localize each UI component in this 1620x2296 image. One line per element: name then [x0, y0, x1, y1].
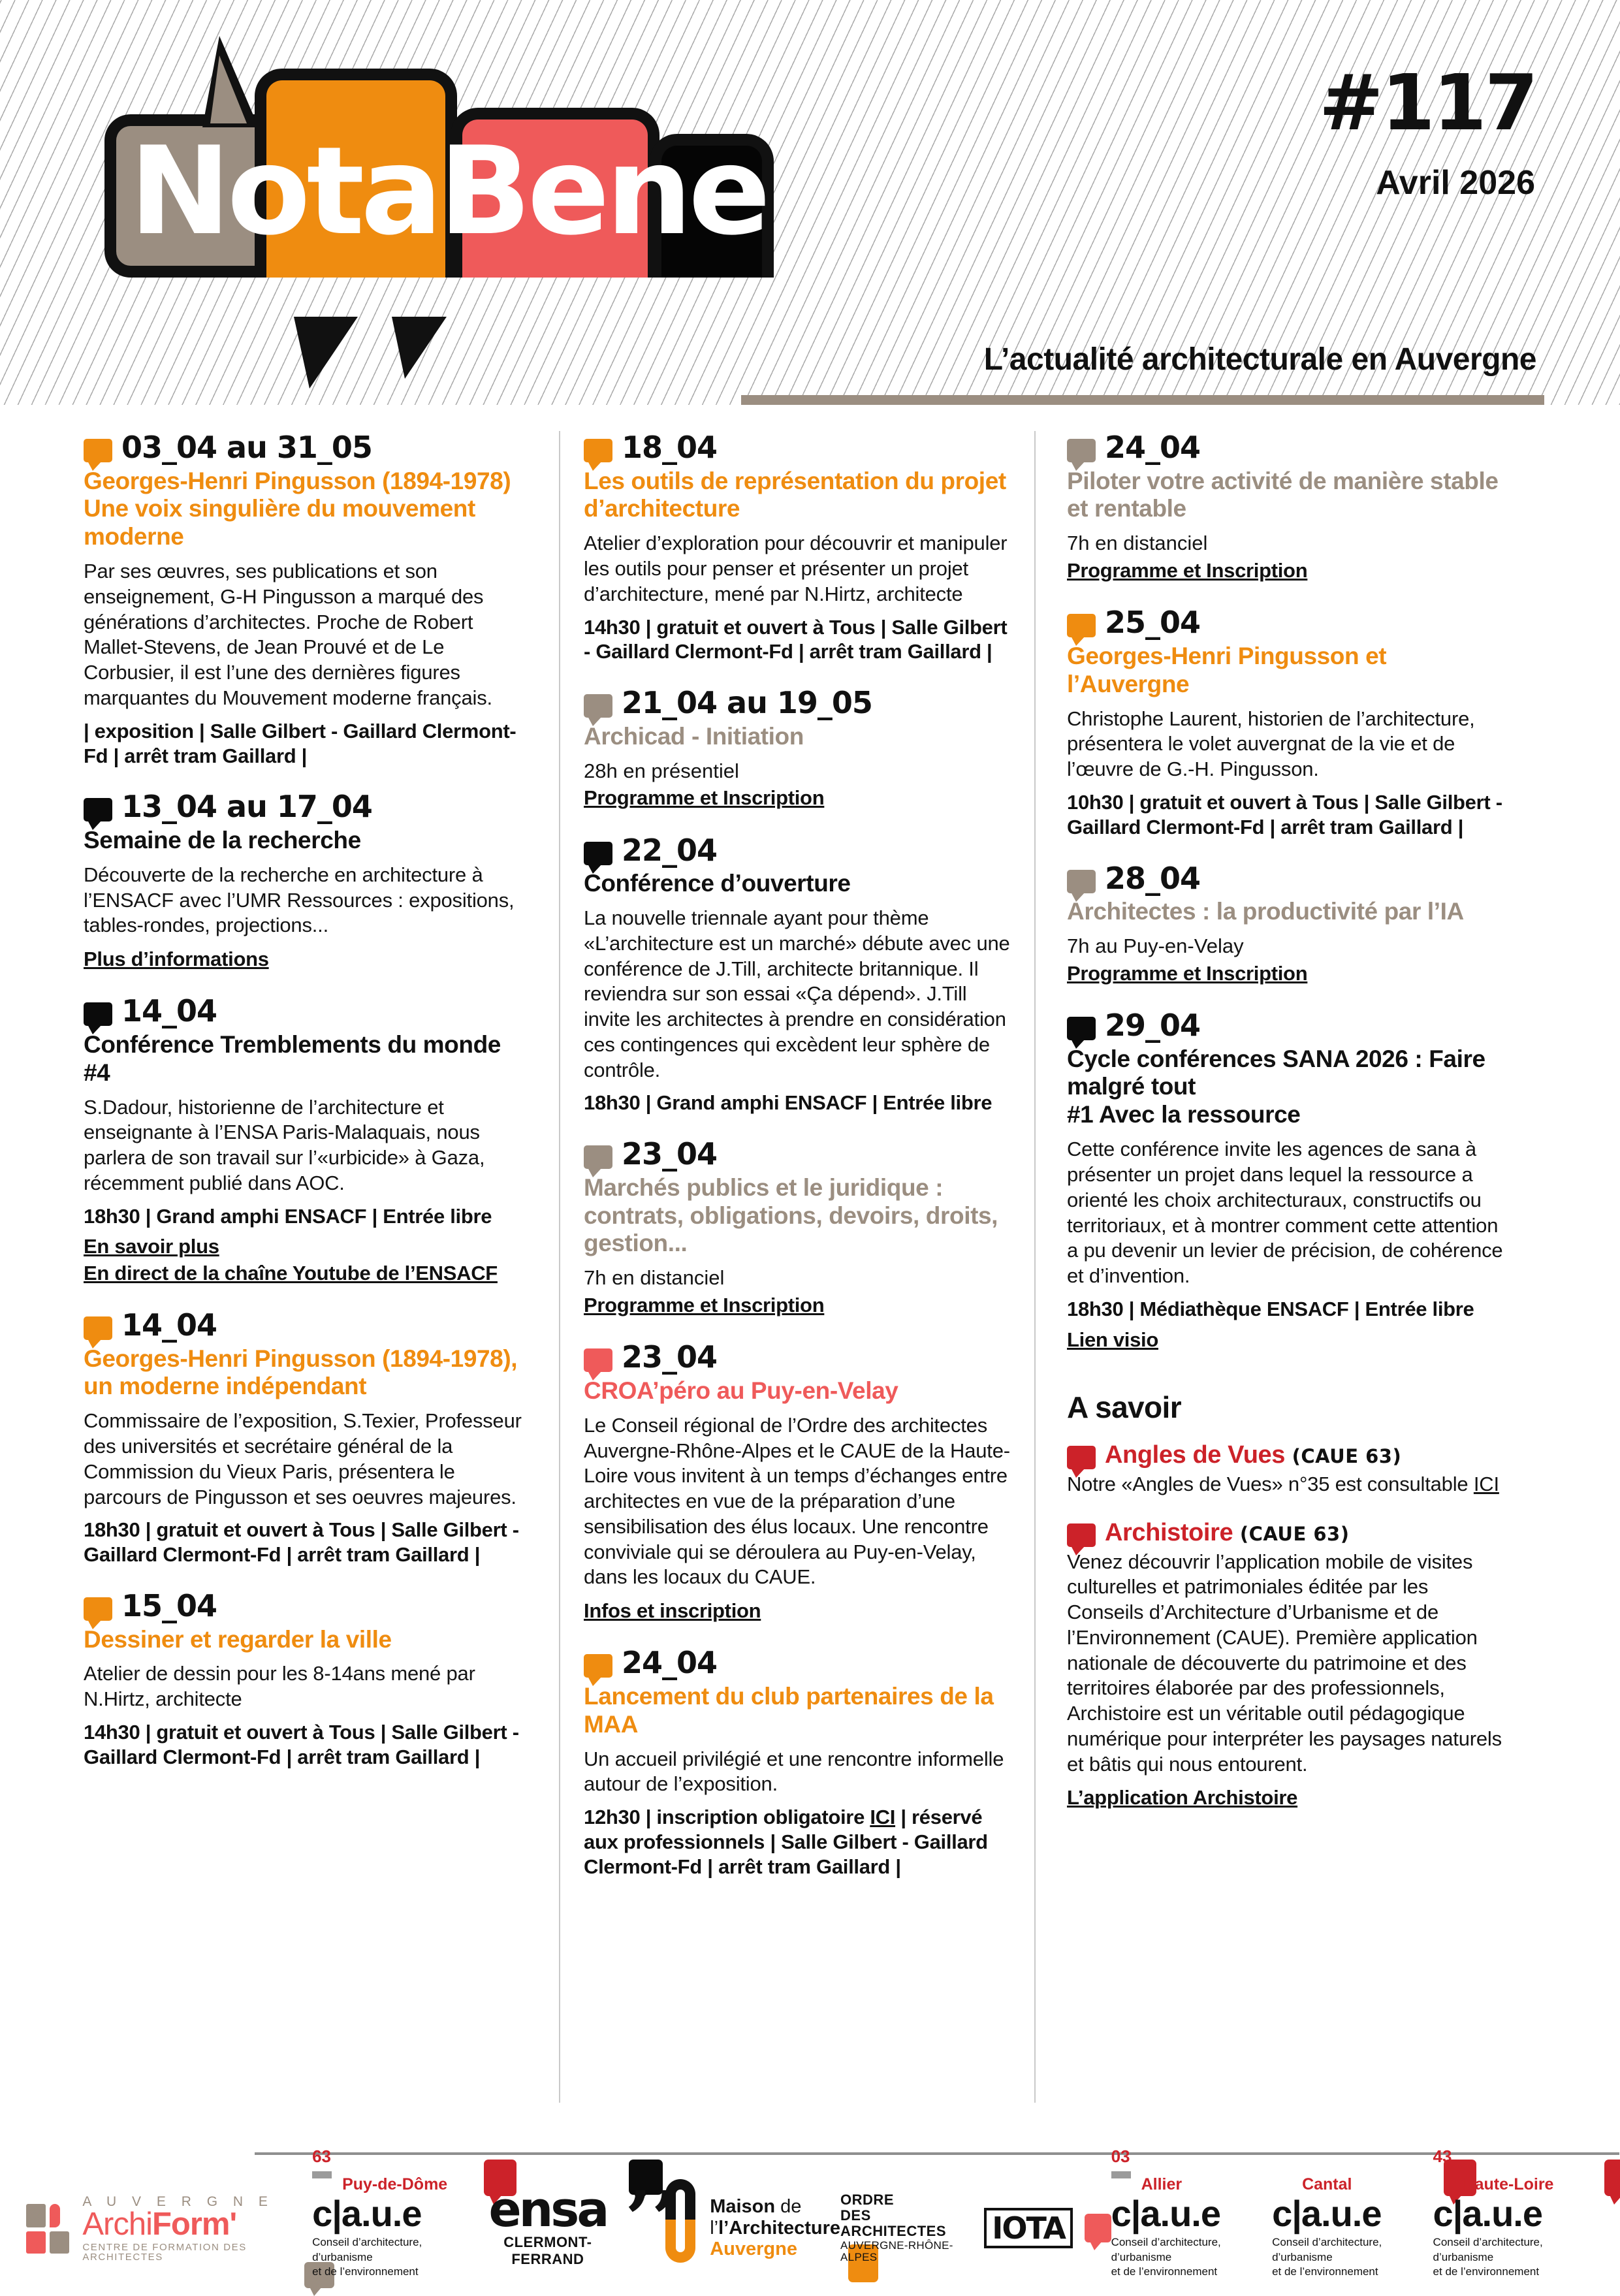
archiform-region: A U V E R G N E — [82, 2193, 274, 2209]
event-title: Cycle conférences SANA 2026 : Faire malgré tout #1 Avec la ressource — [1067, 1045, 1485, 1128]
event-entry — [84, 995, 528, 1286]
event-description: Le Conseil régional de l’Ordre des architectes Auvergne-Rhône-Alpes et le CAUE de la Haute-Loire vous invitent à un temps d’échanges entre architectes en vue de la préparation d’une sensibilisation des élus locaux. Une rencontre conviviale qui se déroulera au Puy-en-Velay, dans les locaux du CAUE. — [584, 1413, 1010, 1589]
logo-caue-43 — [1433, 2146, 1594, 2280]
speech-bubble-icon — [84, 439, 112, 462]
caue63-main: c|a.u.e — [312, 2192, 422, 2234]
event-description: Cette conférence invite les agences de sana à présenter un projet dans lequel la ressource a orienté les choix architecturaux, constructifs ou territoriaux, et à montrer comment cette attention a pu devenir un levier de précision, de cohérence et d’invention. — [1067, 1138, 1503, 1288]
event-practical-info: 14h30 | gratuit et ouvert à Tous | Salle Gilbert - Gaillard Clermont-Fd | arrêt tram Gaillard | — [584, 615, 1008, 663]
event-entry — [1067, 862, 1510, 987]
event-link[interactable]: Programme et Inscription — [584, 786, 825, 810]
speech-bubble-icon — [1067, 870, 1096, 893]
subtitle-rule — [741, 395, 1544, 405]
event-date: 25_04 — [1105, 605, 1201, 641]
event-practical-info: 18h30 | Grand amphi ENSACF | Entrée libre — [584, 1091, 993, 1115]
event-note: 7h en distanciel — [1067, 532, 1208, 555]
event-date-row — [584, 1138, 1011, 1172]
event-entry — [1067, 606, 1510, 839]
ordre-mark: IOTA — [984, 2208, 1073, 2249]
archiform-tagline: CENTRE DE FORMATION DES ARCHITECTES — [82, 2241, 247, 2263]
event-practical-info: 18h30 | Grand amphi ENSACF | Entrée libre — [84, 1204, 492, 1228]
event-date-row — [84, 790, 528, 824]
event-date-row — [584, 686, 1011, 720]
caue63-sub2: et de l’environnement — [312, 2265, 419, 2278]
event-date-row — [84, 995, 528, 1028]
event-title: Conférence Tremblements du monde #4 — [84, 1030, 501, 1086]
event-title: Georges-Henri Pingusson et l’Auvergne — [1067, 642, 1387, 697]
ensa-city: CLERMONT-FERRAND — [503, 2234, 592, 2268]
event-date-row — [1067, 1009, 1510, 1043]
speech-bubble-icon — [1067, 1446, 1096, 1469]
event-date: 21_04 au 19_05 — [622, 685, 872, 721]
speech-bubble-icon — [1067, 614, 1096, 637]
event-title: Conférence d’ouverture — [584, 870, 851, 897]
savoir-title: Angles de Vues — [1105, 1441, 1285, 1469]
caue03-dash-icon — [1111, 2171, 1131, 2178]
caue63-dash-icon — [312, 2171, 332, 2178]
event-date: 14_04 — [121, 1307, 217, 1343]
maison-line1-rest: de — [780, 2196, 802, 2218]
ordre-line1: ORDRE — [840, 2192, 894, 2208]
speech-bubble-icon — [584, 842, 612, 865]
issue-number: #117 — [1318, 57, 1536, 148]
speech-bubble-icon — [84, 1002, 112, 1026]
savoir-description: Venez découvrir l’application mobile de visites culturelles et patrimoniales éditée par les Conseils d’Architecture d’Urbanisme et de l’Environnement (CAUE). Première application nationale de découverte du patrimoine et des territoires élaborée par des professionnels, Archistoire est un véritable outil pédagogique numérique pour interpréter les paysages naturels et bâtis qui nous entourent. — [1067, 1550, 1502, 1776]
ordre-line4: AUVERGNE-RHÔNE-ALPES — [840, 2239, 953, 2264]
caue43-number: 43 — [1433, 2146, 1452, 2166]
event-title: Georges-Henri Pingusson (1894-1978), un moderne indépendant — [84, 1345, 518, 1400]
event-date: 15_04 — [121, 1588, 217, 1624]
logo-caue-03 — [1111, 2146, 1272, 2280]
logo-tail-right-icon — [392, 317, 447, 379]
event-entry — [584, 1646, 1011, 1879]
logo-caue-15 — [1272, 2176, 1433, 2280]
caue03-sub1: Conseil d’architecture, d’urbanisme — [1111, 2235, 1221, 2263]
archiform-name-light: Archi — [82, 2206, 152, 2242]
event-title: Lancement du club partenaires de la MAA — [584, 1682, 994, 1738]
content-columns — [0, 431, 1620, 2103]
savoir-item — [1067, 1520, 1510, 1811]
event-description: Un accueil privilégié et une rencontre informelle autour de l’exposition. — [584, 1747, 1004, 1796]
event-title: Archicad - Initiation — [584, 722, 804, 750]
footer-divider — [255, 2152, 1619, 2155]
caue63-dept: Puy-de-Dôme — [342, 2175, 448, 2193]
ensa-name: ensa — [488, 2181, 607, 2238]
event-date-row — [1067, 431, 1510, 465]
event-entry — [1067, 1009, 1510, 1353]
caue15-main: c|a.u.e — [1272, 2192, 1382, 2234]
event-date: 18_04 — [622, 430, 718, 465]
issue-date: Avril 2026 — [1376, 164, 1535, 202]
caue15-sub2: et de l’environnement — [1272, 2265, 1378, 2278]
speech-bubble-icon — [1067, 1017, 1096, 1040]
ordre-line2: DES — [840, 2207, 871, 2224]
event-entry — [1067, 431, 1510, 584]
page-subtitle: L’actualité architecturale en Auvergne — [983, 342, 1536, 377]
section-heading-a-savoir: A savoir — [1067, 1390, 1182, 1424]
savoir-subtitle: (CAUE 63) — [1284, 1444, 1402, 1467]
logo-archiform — [26, 2195, 312, 2262]
caue03-sub2: et de l’environnement — [1111, 2265, 1218, 2278]
caue03-dept: Allier — [1141, 2175, 1183, 2193]
speech-bubble-icon — [584, 694, 612, 718]
event-date: 03_04 au 31_05 — [121, 430, 372, 465]
event-title: Georges-Henri Pingusson (1894-1978) Une voix singulière du mouvement moderne — [84, 467, 511, 550]
event-note: 7h en distanciel — [584, 1266, 725, 1290]
savoir-title-row — [1067, 1442, 1510, 1469]
event-title: Les outils de représentation du projet d’architecture — [584, 467, 1006, 522]
event-link[interactable]: Programme et Inscription — [584, 1294, 825, 1317]
event-note: 28h en présentiel — [584, 759, 739, 782]
event-practical-info: | exposition | Salle Gilbert - Gaillard Clermont-Fd | arrêt tram Gaillard | — [84, 719, 516, 767]
logo-wordmark: NotaBene — [129, 120, 767, 262]
event-title: Architectes : la productivité par l’IA — [1067, 898, 1464, 925]
event-date-row — [84, 1589, 528, 1623]
event-title: Piloter votre activité de manière stable et rentable — [1067, 467, 1499, 522]
caue63-number: 63 — [312, 2146, 331, 2166]
event-practical-info: 14h30 | gratuit et ouvert à Tous | Salle Gilbert - Gaillard Clermont-Fd | arrêt tram Gaillard | — [84, 1720, 519, 1768]
speech-bubble-icon — [584, 1654, 612, 1678]
event-entry — [84, 431, 528, 768]
event-description: La nouvelle triennale ayant pour thème «L’architecture est un marché» débute avec une conférence de J.Till, architecte britannique. Il reviendra sur son essai «Ça dépend». J.Till invite les architectes à prendre en considération ces contingences qui excèdent leur sphère de contrôle. — [584, 906, 1010, 1081]
event-link[interactable]: Programme et Inscription — [1067, 559, 1308, 582]
caue03-main: c|a.u.e — [1111, 2192, 1221, 2234]
speech-bubble-icon — [84, 798, 112, 821]
content-column-1 — [84, 431, 559, 2103]
event-entry — [584, 1138, 1011, 1318]
event-entry — [584, 431, 1011, 664]
event-entry — [84, 1589, 528, 1770]
caue43-dept: Haute-Loire — [1463, 2175, 1554, 2193]
caue43-sub1: Conseil d’architecture, d’urbanisme — [1433, 2235, 1543, 2263]
event-date-row — [584, 1646, 1011, 1680]
event-description: Atelier de dessin pour les 8-14ans mené par N.Hirtz, architecte — [84, 1662, 475, 1711]
event-date: 23_04 — [622, 1339, 718, 1375]
speech-bubble-icon — [84, 1597, 112, 1621]
event-entry — [84, 790, 528, 972]
notabene-logo — [98, 36, 767, 330]
savoir-title-row — [1067, 1520, 1510, 1547]
event-link[interactable]: Programme et Inscription — [1067, 961, 1308, 985]
page-footer — [0, 2141, 1620, 2291]
event-date: 13_04 au 17_04 — [121, 789, 372, 825]
event-description: Découverte de la recherche en architecture à l’ENSACF avec l’UMR Ressources : expositions, tables-rondes, projections... — [84, 863, 515, 937]
event-link[interactable]: Lien visio — [1067, 1328, 1158, 1351]
savoir-subtitle: (CAUE 63) — [1233, 1522, 1350, 1545]
event-title: Dessiner et regarder la ville — [84, 1625, 392, 1653]
event-date-row — [84, 1309, 528, 1343]
event-date: 14_04 — [121, 993, 217, 1029]
savoir-title: Archistoire — [1105, 1518, 1233, 1546]
event-practical-info: 18h30 | Médiathèque ENSACF | Entrée libre — [1067, 1297, 1474, 1320]
event-practical-info[interactable]: 12h30 | inscription obligatoire ICI | réservé aux professionnels | Salle Gilbert - Gaillard Clermont-Fd | arrêt tram Gaillard | — [584, 1806, 988, 1878]
event-practical-info: 10h30 | gratuit et ouvert à Tous | Salle Gilbert - Gaillard Clermont-Fd | arrêt tram Gaillard | — [1067, 790, 1502, 838]
event-description: S.Dadour, historienne de l’architecture et enseignante à l’ENSA Paris-Malaquais, nous parlera de son travail sur l’«urbicide» à Gaza, récemment publié dans AOC. — [84, 1095, 485, 1194]
event-date: 24_04 — [622, 1645, 718, 1681]
speech-bubble-grey-tail-inner-icon — [210, 56, 247, 123]
event-title: Marchés publics et le juridique : contrats, obligations, devoirs, droits, gestion... — [584, 1173, 998, 1257]
event-entry — [584, 834, 1011, 1115]
event-date: 23_04 — [622, 1136, 718, 1172]
partner-logos — [0, 2146, 1620, 2287]
event-date-row — [584, 834, 1011, 868]
savoir-link[interactable]: L’application Archistoire — [1067, 1786, 1298, 1810]
content-column-2 — [559, 431, 1034, 2103]
speech-bubble-icon — [584, 439, 612, 462]
content-column-3 — [1034, 431, 1510, 2103]
caue43-sub2: et de l’environnement — [1433, 2265, 1540, 2278]
event-date-row — [1067, 862, 1510, 896]
event-date: 24_04 — [1105, 430, 1201, 465]
archiform-mark-icon — [26, 2200, 72, 2256]
logo-ensa — [473, 2181, 623, 2269]
event-link[interactable]: Infos et inscription — [584, 1599, 761, 1623]
event-title: Semaine de la recherche — [84, 826, 361, 853]
event-practical-info: 18h30 | gratuit et ouvert à Tous | Salle Gilbert - Gaillard Clermont-Fd | arrêt tram Gaillard | — [84, 1518, 519, 1567]
event-date: 29_04 — [1105, 1008, 1201, 1044]
event-date-row — [584, 431, 1011, 465]
caue15-sub1: Conseil d’architecture, d’urbanisme — [1272, 2235, 1382, 2263]
event-description: Atelier d’exploration pour découvrir et manipuler les outils pour penser et présenter un projet d’architecture, mené par N.Hirtz, architecte — [584, 532, 1008, 605]
event-description: Par ses œuvres, ses publications et son enseignement, G-H Pingusson a marqué des générations d’architectes. Proche de Robert Mallet-Stevens, de Jean Prouvé et de Le Corbusier, il est l’une des dernières figures marquantes du Mouvement moderne français. — [84, 560, 492, 709]
logo-ordre-architectes — [840, 2192, 1111, 2264]
savoir-description: Notre «Angles de Vues» n°35 est consultable ICI — [1067, 1472, 1499, 1495]
event-entry — [584, 1341, 1011, 1624]
event-entry — [84, 1309, 528, 1567]
event-link[interactable]: Plus d’informations — [84, 948, 269, 971]
event-date: 22_04 — [622, 832, 718, 868]
logo-caue-63 — [312, 2146, 473, 2280]
speech-bubble-icon — [584, 1348, 612, 1372]
caue15-dept: Cantal — [1302, 2175, 1352, 2193]
maison-line1: Maison — [710, 2196, 776, 2218]
logo-tail-left-icon — [294, 317, 358, 389]
maison-line3: Auvergne — [710, 2239, 797, 2260]
caue03-number: 03 — [1111, 2146, 1130, 2166]
event-title: CROA’péro au Puy-en-Velay — [584, 1377, 898, 1404]
speech-bubble-icon — [1067, 439, 1096, 462]
caue43-main: c|a.u.e — [1433, 2192, 1542, 2234]
logo-maison-architecture: ’’ Maison de l’l’Architecture Auvergne — [622, 2186, 840, 2271]
event-entry — [584, 686, 1011, 811]
event-link[interactable]: En savoir plus — [84, 1235, 219, 1258]
event-date-row — [84, 431, 528, 465]
speech-bubble-icon — [584, 1145, 612, 1169]
event-date-row — [584, 1341, 1011, 1375]
event-note: 7h au Puy-en-Velay — [1067, 934, 1244, 957]
page-header — [0, 0, 1620, 405]
event-description: Commissaire de l’exposition, S.Texier, Professeur des universités et secrétaire général de la Commission du Vieux Paris, présentera le parcours de Pingusson et ses oeuvres majeures. — [84, 1409, 522, 1508]
archiform-name-bold: Form' — [152, 2206, 237, 2242]
savoir-item — [1067, 1442, 1510, 1497]
event-link[interactable]: En direct de la chaîne Youtube de l’ENSACF — [84, 1261, 498, 1284]
speech-bubble-icon — [1067, 1523, 1096, 1547]
ordre-line3: ARCHITECTES — [840, 2223, 946, 2240]
caue63-sub1: Conseil d’architecture, d’urbanisme — [312, 2235, 422, 2263]
event-date-row — [1067, 606, 1510, 640]
event-date: 28_04 — [1105, 860, 1201, 896]
speech-bubble-red-icon — [1085, 2214, 1111, 2242]
maison-mark-icon: ’’ — [622, 2186, 701, 2271]
speech-bubble-icon — [84, 1316, 112, 1340]
maison-line2: l’Architecture — [718, 2217, 841, 2239]
speech-bubble-red-icon — [1604, 2160, 1620, 2196]
event-description: Christophe Laurent, historien de l’architecture, présentera le volet auvergnat de la vie et de l’œuvre de G.-H. Pingusson. — [1067, 707, 1475, 781]
